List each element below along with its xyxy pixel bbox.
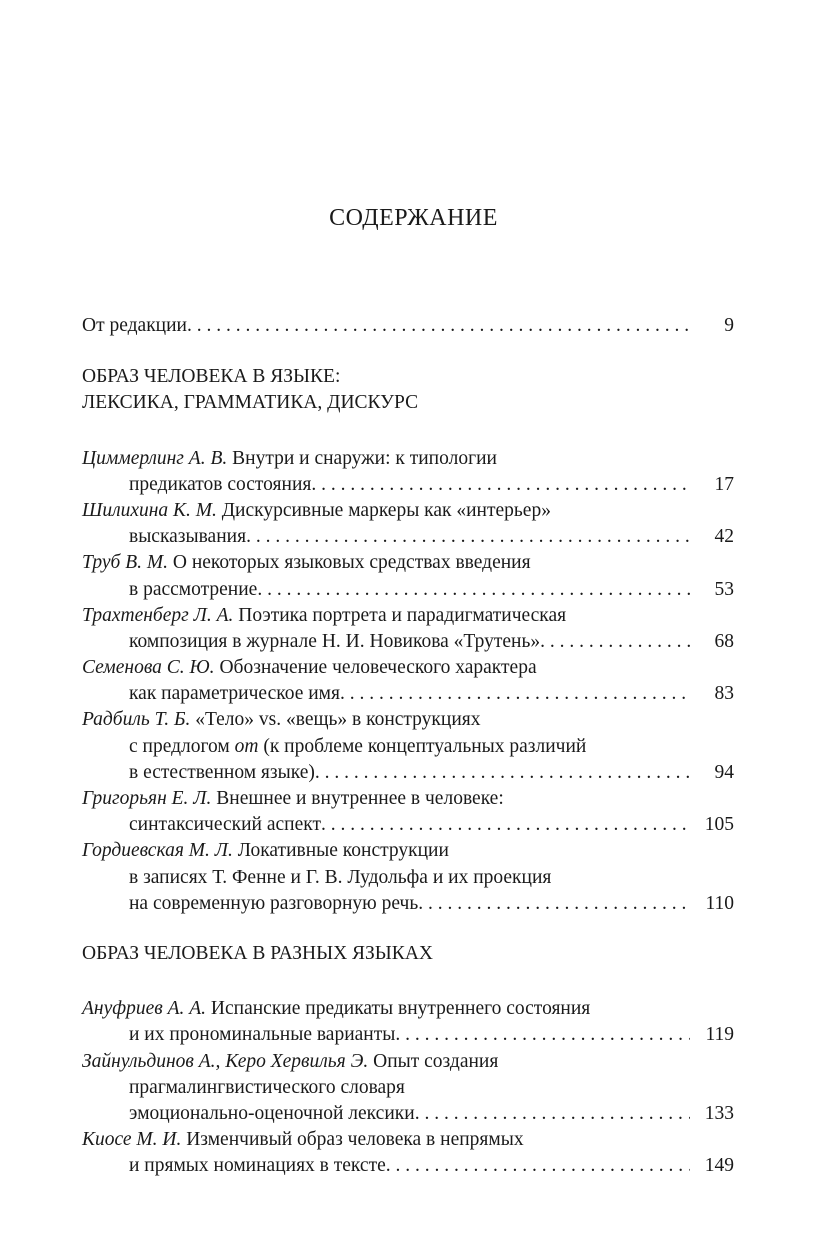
page-number: 53 <box>714 578 734 600</box>
entry-title: Внутри и снаружи: к типологии <box>227 447 497 469</box>
entry-title: Дискурсивные маркеры как «интерьер» <box>216 499 551 521</box>
entry-title: высказывания <box>129 526 247 548</box>
entry-title: Обозначение человеческого характера <box>214 657 537 679</box>
toc-entry[interactable] <box>82 498 734 550</box>
entry-author: Киосе М. И. <box>82 1129 182 1151</box>
leader-dots <box>321 812 690 838</box>
leader-dots <box>540 629 690 655</box>
toc-entry-editorial[interactable] <box>82 313 734 339</box>
leader-dots <box>415 1101 690 1127</box>
toc-entry[interactable] <box>82 655 734 707</box>
entry-title: Опыт создания <box>368 1050 499 1072</box>
entry-title: От редакции <box>82 315 187 336</box>
toc-entry[interactable] <box>82 446 734 498</box>
entry-title: Изменчивый образ человека в непрямых <box>181 1129 524 1151</box>
entry-title: (к проблеме концептуальных различий <box>258 735 587 757</box>
leader-dots <box>187 313 690 339</box>
leader-dots <box>311 472 690 498</box>
leader-dots <box>246 524 690 550</box>
toc-entry[interactable] <box>82 1127 734 1179</box>
page-number: 133 <box>704 1102 734 1124</box>
section-heading-line: ОБРАЗ ЧЕЛОВЕКА В ЯЗЫКЕ: <box>82 366 341 388</box>
page-number: 42 <box>714 526 734 548</box>
entry-author: Ануфриев А. А. <box>82 998 207 1020</box>
entry-title: эмоционально-оценочной лексики <box>129 1102 415 1124</box>
entry-title: Испанские предикаты внутреннего состояния <box>206 998 591 1020</box>
leader-dots <box>418 891 690 917</box>
entry-title: композиция в журнале Н. И. Новикова «Трутень» <box>129 630 541 652</box>
page-number: 94 <box>714 761 734 783</box>
page-number: 68 <box>714 630 734 652</box>
toc-entry[interactable] <box>82 996 734 1048</box>
entry-title: в естественном языке) <box>129 761 315 783</box>
entry-author: Шилихина К. М. <box>82 499 217 521</box>
entry-title: О некоторых языковых средствах введения <box>167 552 531 574</box>
entry-title: Внешнее и внутреннее в человеке: <box>211 788 504 810</box>
leader-dots <box>257 577 690 603</box>
leader-dots <box>395 1022 690 1048</box>
entry-author: Семенова С. Ю. <box>82 657 215 679</box>
entry-author: Григорьян Е. Л. <box>82 788 212 810</box>
toc-entry[interactable] <box>82 838 734 917</box>
entry-title: в записях Т. Фенне и Г. В. Лудольфа и их проекция <box>129 866 552 888</box>
page-number: 83 <box>714 683 734 705</box>
toc-entry[interactable] <box>82 550 734 602</box>
leader-dots <box>315 760 690 786</box>
entry-author: Труб В. М. <box>82 552 168 574</box>
section-heading-2 <box>82 941 734 967</box>
page-number: 110 <box>705 892 734 914</box>
entry-title: на современную разговорную речь <box>129 892 419 914</box>
section-heading-line: ОБРАЗ ЧЕЛОВЕКА В РАЗНЫХ ЯЗЫКАХ <box>82 942 433 964</box>
toc-entry[interactable] <box>82 603 734 655</box>
page-title: СОДЕРЖАНИЕ <box>329 205 498 231</box>
entry-author: Циммерлинг А. В. <box>82 447 228 469</box>
entry-title: «Тело» vs. «вещь» в конструкциях <box>190 709 481 731</box>
entry-author: Гордиевская М. Л. <box>82 840 233 862</box>
entry-title: предикатов состояния <box>129 473 312 495</box>
entry-title: и их прономинальные варианты <box>129 1024 396 1046</box>
entry-author: Трахтенберг Л. А. <box>82 604 234 626</box>
entry-author: Радбиль Т. Б. <box>82 709 191 731</box>
table-of-contents <box>82 313 734 1179</box>
page-number: 149 <box>704 1155 734 1177</box>
entry-title: синтаксический аспект <box>129 814 321 836</box>
entry-title: прагмалингвистического словаря <box>129 1076 405 1098</box>
page-number: 9 <box>724 315 734 336</box>
entry-title: как параметрическое имя <box>129 683 340 705</box>
page-number: 17 <box>714 473 734 495</box>
page-number: 119 <box>705 1024 734 1046</box>
leader-dots <box>340 681 690 707</box>
toc-entry[interactable] <box>82 786 734 838</box>
entry-title-emphasis: от <box>234 735 259 757</box>
leader-dots <box>386 1153 690 1179</box>
entry-title: с предлогом <box>129 735 235 757</box>
page-number: 105 <box>704 814 734 836</box>
entry-title: Поэтика портрета и парадигматическая <box>233 604 567 626</box>
entry-title: и прямых номинациях в тексте <box>129 1155 386 1177</box>
toc-entry[interactable] <box>82 707 734 786</box>
toc-entry[interactable] <box>82 1049 734 1128</box>
section-heading-line: ЛЕКСИКА, ГРАММАТИКА, ДИСКУРС <box>82 392 419 414</box>
entry-title: Локативные конструкции <box>232 840 449 862</box>
entry-author: Зайнульдинов А., Керо Хервилья Э. <box>82 1050 369 1072</box>
section-heading-1 <box>82 364 734 416</box>
entry-title: в рассмотрение <box>129 578 258 600</box>
